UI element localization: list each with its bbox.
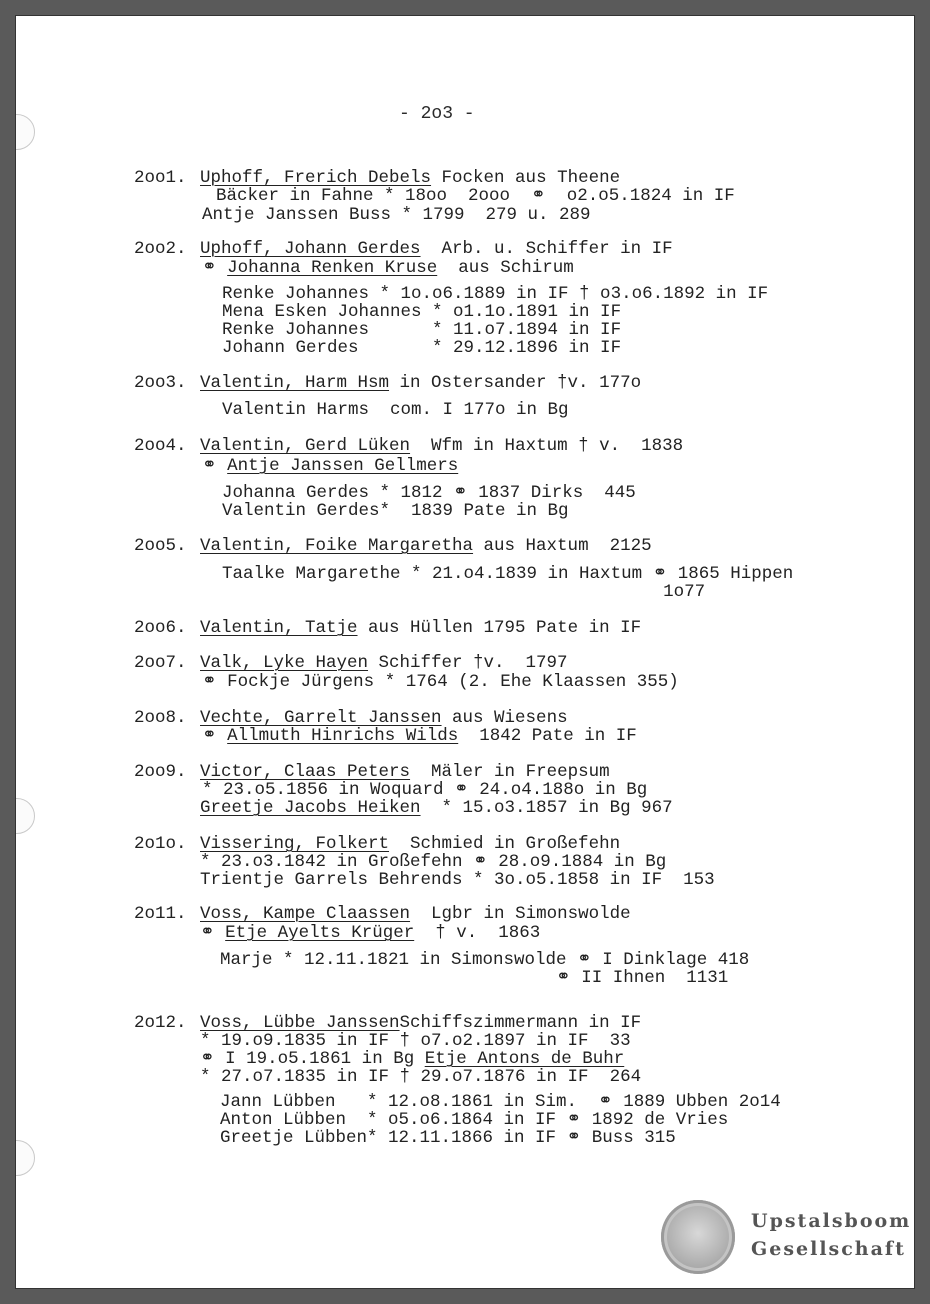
child-line: 1o77: [222, 582, 706, 602]
child-line: Jann Lübben * 12.o8.1861 in Sim. ⚭ 1889 Ubben 2o14: [220, 1092, 781, 1112]
child-line: Johanna Gerdes * 1812 ⚭ 1837 Dirks 445: [222, 483, 636, 503]
child-line: ⚭ II Ihnen 1131: [220, 968, 729, 988]
spouse-line: ⚭ Antje Janssen Gellmers: [202, 456, 459, 476]
seal-icon: [661, 1200, 735, 1274]
entry-header: Vechte, Garrelt Janssen aus Wiesens: [200, 708, 568, 728]
child-line: Renke Johannes * 11.o7.1894 in IF: [222, 320, 622, 340]
entry-number: 2o1o.: [134, 834, 187, 854]
entry-header: Valentin, Tatje aus Hüllen 1795 Pate in IF: [200, 618, 642, 638]
marriage-line: ⚭ I 19.o5.1861 in Bg Etje Antons de Buhr: [200, 1049, 625, 1069]
child-line: Mena Esken Johannes * o1.1o.1891 in IF: [222, 302, 622, 322]
entry-number: 2oo4.: [134, 436, 187, 456]
spouse-line: ⚭ Allmuth Hinrichs Wilds 1842 Pate in IF: [202, 726, 637, 746]
punch-hole: [16, 1140, 35, 1176]
entry-number: 2oo8.: [134, 708, 187, 728]
entry-number: 2oo3.: [134, 373, 187, 393]
entry-header: Valentin, Foike Margaretha aus Haxtum 2125: [200, 536, 652, 556]
punch-hole: [16, 798, 35, 834]
entry-header: Victor, Claas Peters Mäler in Freepsum: [200, 762, 610, 782]
child-line: Renke Johannes * 1o.o6.1889 in IF † o3.o6.1892 in IF: [222, 284, 769, 304]
logo-line2: Gesellschaft: [751, 1238, 906, 1260]
child-line: Marje * 12.11.1821 in Simonswolde ⚭ I Dinklage 418: [220, 950, 750, 970]
child-line: Greetje Lübben* 12.11.1866 in IF ⚭ Buss 315: [220, 1128, 676, 1148]
entry-line: * 27.o7.1835 in IF † 29.o7.1876 in IF 264: [200, 1067, 642, 1087]
child-line: Valentin Harms com. I 177o in Bg: [222, 400, 569, 420]
entry-header: Voss, Lübbe JanssenSchiffszimmermann in IF: [200, 1013, 642, 1033]
punch-hole: [16, 114, 35, 150]
child-line: Valentin Gerdes* 1839 Pate in Bg: [222, 501, 569, 521]
entry-line: Trientje Garrels Behrends * 3o.o5.1858 in IF 153: [200, 870, 715, 890]
entry-line: * 23.o3.1842 in Großefehn ⚭ 28.o9.1884 in Bg: [200, 852, 667, 872]
entry-number: 2oo7.: [134, 653, 187, 673]
entry-number: 2oo1.: [134, 168, 187, 188]
entry-line: * 19.o9.1835 in IF † o7.o2.1897 in IF 33: [200, 1031, 631, 1051]
entry-number: 2o12.: [134, 1013, 187, 1033]
entry-line: ⚭ Fockje Jürgens * 1764 (2. Ehe Klaassen 355): [202, 672, 679, 692]
child-line: Johann Gerdes * 29.12.1896 in IF: [222, 338, 622, 358]
child-line: Anton Lübben * o5.o6.1864 in IF ⚭ 1892 de Vries: [220, 1110, 729, 1130]
entry-number: 2o11.: [134, 904, 187, 924]
entry-number: 2oo9.: [134, 762, 187, 782]
entry-header: Valentin, Gerd Lüken Wfm in Haxtum † v. 1838: [200, 436, 684, 456]
entry-header: Uphoff, Johann Gerdes Arb. u. Schiffer in IF: [200, 239, 673, 259]
spouse-line: ⚭ Etje Ayelts Krüger † v. 1863: [200, 923, 541, 943]
entry-line: Antje Janssen Buss * 1799 279 u. 289: [202, 205, 591, 225]
entry-line: * 23.o5.1856 in Woquard ⚭ 24.o4.188o in Bg: [202, 780, 648, 800]
spouse-line: Greetje Jacobs Heiken * 15.o3.1857 in Bg 967: [200, 798, 673, 818]
logo-line1: Upstalsboom: [751, 1210, 912, 1232]
entry-number: 2oo6.: [134, 618, 187, 638]
spouse-line: ⚭ Johanna Renken Kruse aus Schirum: [202, 258, 574, 278]
entry-line: Bäcker in Fahne * 18oo 2ooo ⚭ o2.o5.1824 in IF: [216, 186, 735, 206]
entry-header: Voss, Kampe Claassen Lgbr in Simonswolde: [200, 904, 631, 924]
entry-header: Vissering, Folkert Schmied in Großefehn: [200, 834, 621, 854]
page-number: - 2o3 -: [399, 104, 475, 124]
entry-header: Uphoff, Frerich Debels Focken aus Theene: [200, 168, 621, 188]
entry-header: Valentin, Harm Hsm in Ostersander †v. 177o: [200, 373, 642, 393]
entry-number: 2oo5.: [134, 536, 187, 556]
entry-header: Valk, Lyke Hayen Schiffer †v. 1797: [200, 653, 568, 673]
child-line: Taalke Margarethe * 21.o4.1839 in Haxtum ⚭ 1865 Hippen: [222, 564, 794, 584]
entry-number: 2oo2.: [134, 239, 187, 259]
document-page: [16, 16, 914, 1288]
society-logo: [661, 1200, 911, 1276]
